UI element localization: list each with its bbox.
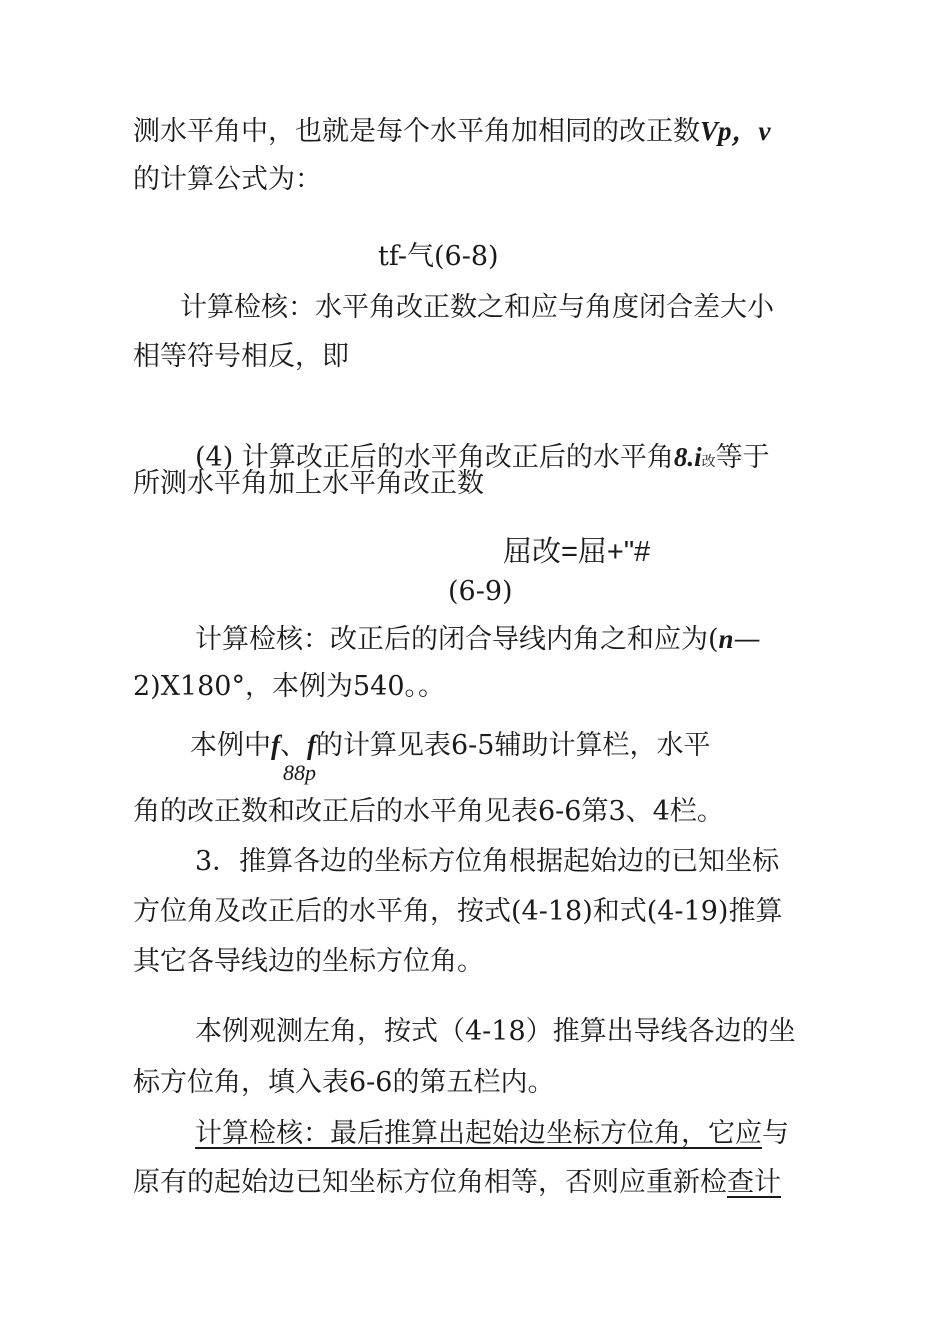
- formula-text: tf-气(6-8): [378, 241, 499, 272]
- paragraph-line: [133, 945, 484, 979]
- paragraph-line: [133, 340, 349, 374]
- formula-text: 屈改=屈+"#: [503, 536, 651, 568]
- text: 本例中: [190, 730, 271, 761]
- symbol-n: n: [718, 624, 734, 654]
- text: 测水平角中，也就是每个水平角加相同的改正数: [133, 116, 700, 147]
- paragraph-line: [133, 795, 724, 829]
- underlined-text: 查计: [727, 1167, 781, 1198]
- text: 计算检核：改正后的闭合导线内角之和应为(: [195, 624, 719, 655]
- paragraph-line: [133, 467, 484, 501]
- paragraph-line: [133, 670, 445, 704]
- text: 其它各导线边的坐标方位角。: [133, 946, 484, 977]
- paragraph-line: [195, 845, 779, 879]
- text: 所测水平角加上水平角改正数: [133, 468, 484, 499]
- formula-number: [448, 575, 513, 609]
- text: 原有的起始边已知坐标方位角相等，否则应重新检: [133, 1167, 727, 1198]
- text: 方位角及改正后的水平角，按式(4-18)和式(4-19)推算: [133, 896, 783, 927]
- paragraph-line: [133, 895, 782, 929]
- text: —: [733, 624, 761, 655]
- text: 2)X180°，本例为540。。: [133, 671, 446, 702]
- paragraph-line: [133, 114, 771, 149]
- text: 本例观测左角，按式（4-18）推算出导线各边的坐: [195, 1016, 796, 1047]
- underlined-text: 计算检核：最后推算出起始边坐标方位角，它应: [195, 1118, 762, 1149]
- text: 3．推算各边的坐标方位角根据起始边的已知坐标: [195, 846, 780, 877]
- text: (4) 计算改正后的水平角改正后的水平角: [195, 442, 674, 473]
- paragraph-line: [190, 728, 710, 763]
- paragraph-line: [133, 163, 322, 197]
- paragraph-line: [180, 291, 774, 325]
- text: 的计算公式为：: [133, 164, 322, 195]
- text: 、: [280, 730, 307, 761]
- text: 标方位角，填入表6-6的第五栏内。: [133, 1067, 555, 1098]
- subscript: 改: [701, 454, 716, 470]
- text: 相等符号相反，即: [133, 341, 349, 372]
- symbol-f1: f: [271, 730, 280, 760]
- text: 角的改正数和改正后的水平角见表6-6第3、4栏。: [133, 796, 724, 827]
- paragraph-line: [195, 622, 761, 657]
- symbol-beta-i: 8.i: [673, 442, 702, 472]
- formula-number-text: (6-9): [448, 576, 513, 607]
- text: 的计算见表6-5辅助计算栏，水平: [316, 730, 711, 761]
- symbol-f2: f: [307, 730, 316, 760]
- formula-6-8: [378, 240, 499, 274]
- formula-6-9: [503, 535, 650, 569]
- text: 等于: [715, 442, 770, 473]
- subscript-labels: 88p: [283, 760, 316, 785]
- paragraph-line: [195, 1117, 789, 1151]
- paragraph-line: [195, 1015, 796, 1049]
- symbol-vp-v: Vp，v: [700, 116, 771, 146]
- paragraph-line: [133, 1166, 781, 1200]
- text: 计算检核：水平角改正数之和应与角度闭合差大小: [180, 292, 774, 323]
- paragraph-line: [133, 1066, 554, 1100]
- text: 与: [762, 1118, 789, 1149]
